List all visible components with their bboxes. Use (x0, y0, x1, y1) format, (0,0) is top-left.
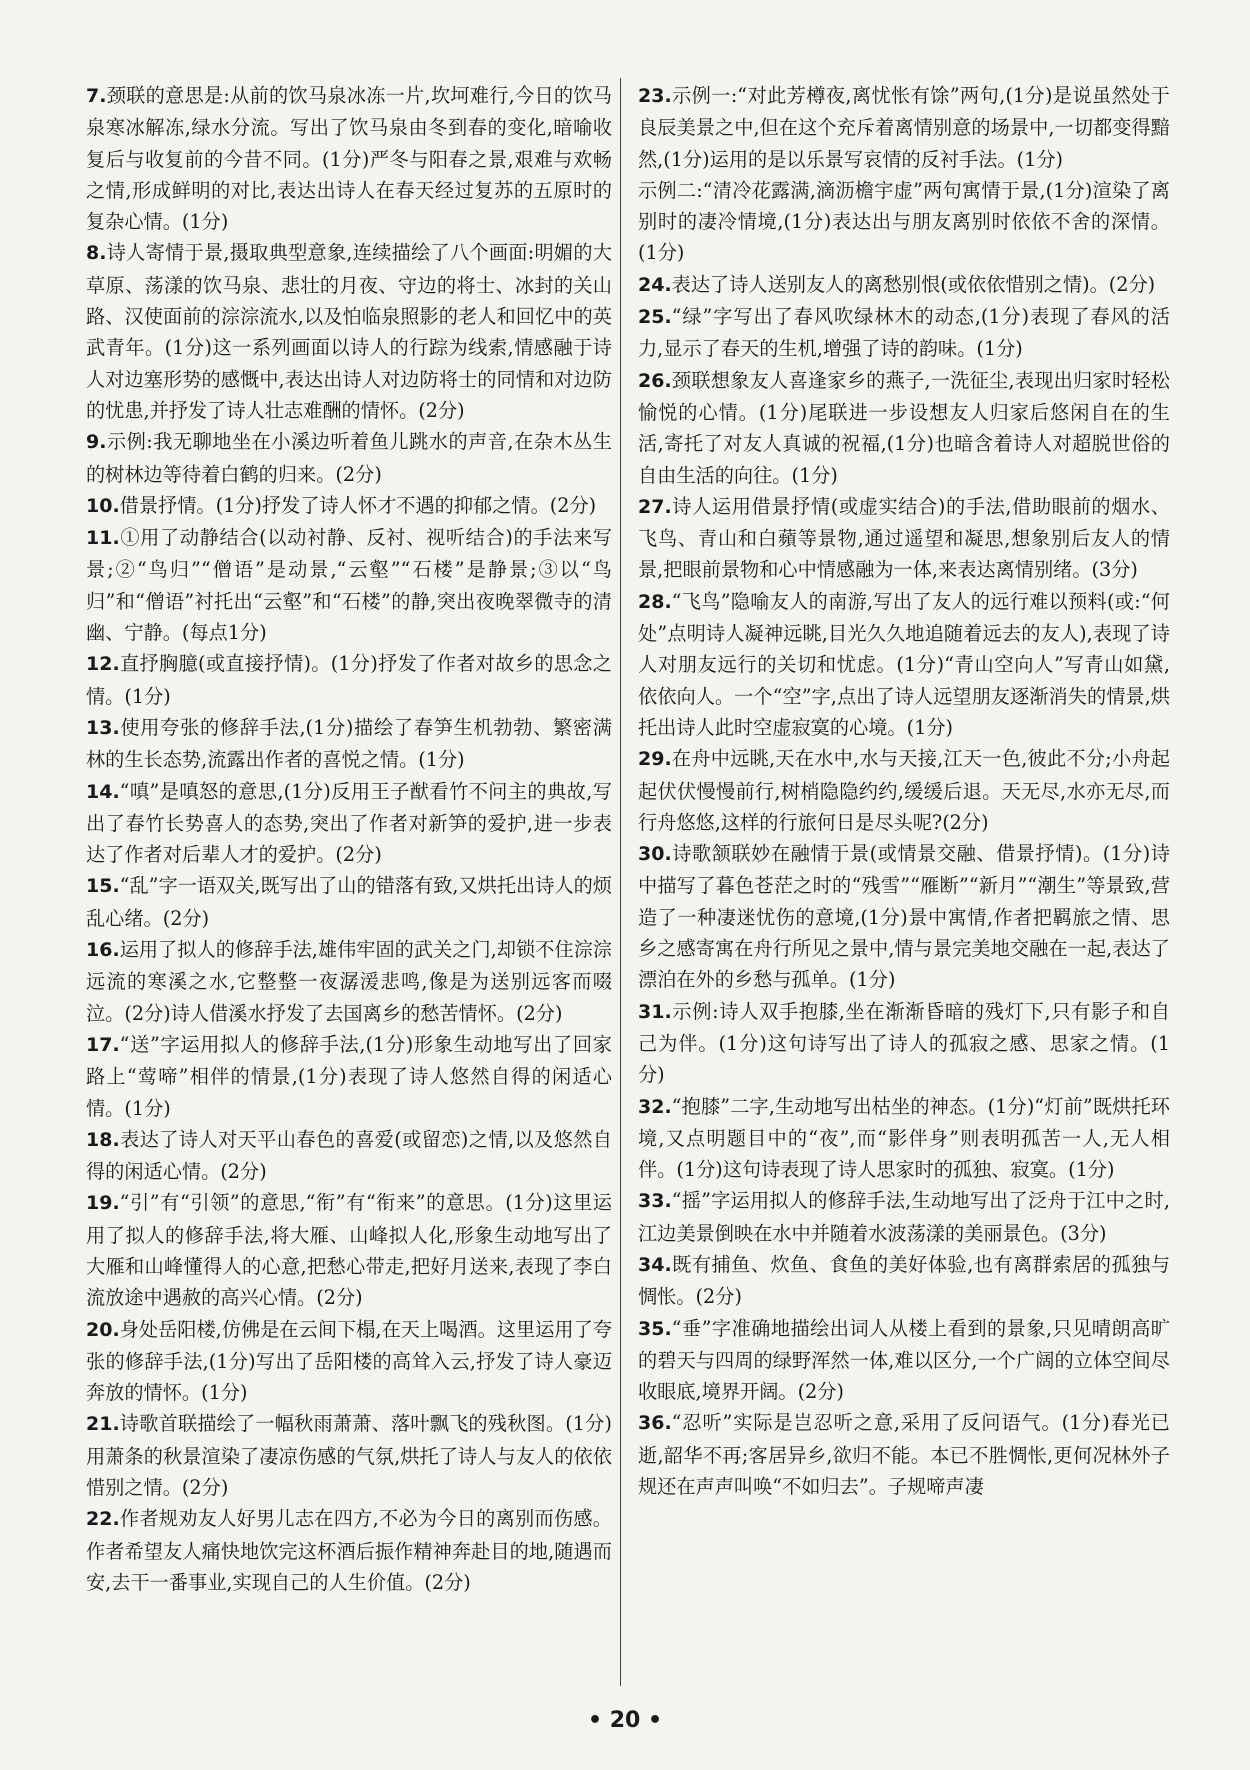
answer-text: “送”字运用拟人的修辞手法,(1分)形象生动地写出了回家路上“莺啼”相伴的情景,(1分)表现了诗人悠然自得的闲适心情。(1分) (86, 1032, 612, 1120)
question-number: 12. (86, 653, 120, 676)
question-number: 30. (638, 843, 672, 866)
answer-item (86, 1187, 612, 1313)
answer-item (86, 80, 612, 237)
answer-text: 诗人寄情于景,摄取典型意象,连续描绘了八个画面:明媚的大草原、荡漾的饮马泉、悲壮的月夜、守边的将士、冰封的关山路、汉使面前的淙淙流水,以及怕临泉照影的老人和回忆中的英武青年。(1分)这一系列画面以诗人的行踪为线索,情感融于诗人对边塞形势的感慨中,表达出诗人对边防将士的同情和对边防的忧患,并抒发了诗人壮志难酬的情怀。(2分) (86, 241, 612, 422)
answer-text: 颈联的意思是:从前的饮马泉冰冻一片,坎坷难行,今日的饮马泉寒冰解冻,绿水分流。写出了饮马泉由冬到春的变化,暗喻收复后与收复前的今昔不同。(1分)严冬与阳春之景,艰难与欢畅之情,形成鲜明的对比,表达出诗人在春天经过复苏的五原时的复杂心情。(1分) (86, 84, 612, 234)
question-number: 24. (638, 273, 672, 296)
answer-text: “垂”字准确地描绘出词人从楼上看到的景象,只见晴朗高旷的碧天与四周的绿野浑然一体,难以区分,一个广阔的立体空间尽收眼底,境界开阔。(2分) (638, 1316, 1170, 1404)
answer-item (86, 934, 612, 1029)
answer-item (86, 776, 612, 871)
question-number: 34. (638, 1253, 672, 1276)
answer-item (86, 870, 612, 934)
answer-item (86, 712, 612, 776)
answer-text: 颈联想象友人喜逢家乡的燕子,一洗征尘,表现出归家时轻松愉悦的心情。(1分)尾联进一步设想友人归家后悠闲自在的生活,寄托了对友人真诚的祝福,(1分)也暗含着诗人对超脱世俗的自由生活的向往。(1分) (638, 368, 1170, 487)
question-number: 14. (86, 780, 120, 803)
answer-text: “飞鸟”隐喻友人的南游,写出了友人的远行难以预料(或:“何处”点明诗人凝神远眺,目光久久地追随着远去的友人),表现了诗人对朋友远行的关切和忧虑。(1分)“青山空向人”写青山如黛,依依向人。一个“空”字,点出了诗人远望朋友逐渐消失的情景,烘托出诗人此时空虚寂寞的心境。(1分) (638, 589, 1170, 739)
answer-item (638, 1091, 1170, 1186)
question-number: 21. (86, 1413, 120, 1436)
question-number: 35. (638, 1317, 672, 1340)
question-number: 10. (86, 494, 120, 517)
column-divider (620, 78, 621, 1686)
question-number: 11. (86, 527, 120, 550)
answer-item (86, 490, 612, 522)
question-number: 9. (86, 431, 107, 454)
question-number: 23. (638, 85, 672, 107)
answer-text: 使用夸张的修辞手法,(1分)描绘了春笋生机勃勃、繁密满林的生长态势,流露出作者的喜悦之情。(1分) (86, 715, 612, 772)
answer-item (638, 1407, 1170, 1502)
answer-text: “嗔”是嗔怒的意思,(1分)反用王子猷看竹不问主的典故,写出了春竹长势喜人的态势,突出了作者对新笋的爱护,进一步表达了作者对后辈人才的爱护。(2分) (86, 779, 612, 867)
answer-item (638, 301, 1170, 365)
answer-item (86, 522, 612, 648)
left-column (86, 80, 612, 1598)
answer-text: 借景抒情。(1分)抒发了诗人怀才不遇的抑郁之情。(2分) (119, 493, 597, 517)
answer-item (638, 838, 1170, 995)
answer-text: ①用了动静结合(以动衬静、反衬、视听结合)的手法来写景;②“鸟归”“僧语”是动景,“云壑”“石楼”是静景;③以“鸟归”和“僧语”衬托出“云壑”和“石楼”的静,突出夜晚翠微寺的清幽、宁静。(每点1分) (86, 526, 612, 645)
answer-item (638, 365, 1170, 491)
answer-item (638, 1249, 1170, 1313)
answer-item (638, 269, 1170, 301)
answer-item (86, 648, 612, 712)
answer-item (86, 1314, 612, 1409)
answer-item (638, 1185, 1170, 1249)
answer-text: 示例:我无聊地坐在小溪边听着鱼儿跳水的声音,在杂木丛生的树林边等待着白鹤的归来。(2分) (86, 430, 612, 486)
question-number: 32. (638, 1095, 672, 1118)
question-number: 22. (86, 1508, 120, 1531)
question-number: 13. (86, 716, 120, 739)
answer-text: 直抒胸臆(或直接抒情)。(1分)抒发了作者对故乡的思念之情。(1分) (86, 652, 612, 708)
question-number: 28. (638, 590, 672, 613)
answer-item (638, 996, 1170, 1091)
answer-item (86, 1029, 612, 1124)
answer-text: “摇”字运用拟人的修辞手法,生动地写出了泛舟于江中之时,江边美景倒映在水中并随着水波荡漾的美丽景色。(3分) (638, 1189, 1170, 1245)
answer-item (86, 1408, 612, 1503)
question-number: 20. (86, 1318, 120, 1341)
answer-item (86, 1124, 612, 1188)
question-number: 15. (86, 875, 120, 898)
answer-item (638, 175, 1170, 269)
answer-text: “乱”字一语双关,既写出了山的错落有致,又烘托出诗人的烦乱心绪。(2分) (86, 874, 612, 930)
question-number: 33. (638, 1190, 672, 1213)
answer-text: “忍听”实际是岂忍听之意,采用了反问语气。(1分)春光已逝,韶华不再;客居异乡,欲归不能。本已不胜惆怅,更何况林外子规还在声声叫唤“不如归去”。子规啼声凄 (638, 1411, 1170, 1499)
answer-text: 表达了诗人送别友人的离愁别恨(或依依惜别之情)。(2分) (671, 272, 1156, 296)
answer-item (638, 491, 1170, 586)
answer-item (638, 80, 1170, 175)
answer-item (638, 743, 1170, 838)
answer-item (638, 586, 1170, 743)
answer-text: 既有捕鱼、炊鱼、食鱼的美好体验,也有离群索居的孤独与惆怅。(2分) (638, 1252, 1170, 1309)
answer-text: 身处岳阳楼,仿佛是在云间下榻,在天上喝酒。这里运用了夸张的修辞手法,(1分)写出了岳阳楼的高耸入云,抒发了诗人豪迈奔放的情怀。(1分) (86, 1317, 612, 1405)
question-number: 36. (638, 1412, 672, 1435)
answer-text: 诗歌首联描绘了一幅秋雨萧萧、落叶飘飞的残秋图。(1分)用萧条的秋景渲染了凄凉伤感的气氛,烘托了诗人与友人的依依惜别之情。(2分) (86, 1412, 612, 1500)
answer-text: 示例:诗人双手抱膝,坐在渐渐昏暗的残灯下,只有影子和自己为伴。(1分)这句诗写出了诗人的孤寂之感、思家之情。(1分) (638, 999, 1170, 1087)
answer-text: 表达了诗人对天平山春色的喜爱(或留恋)之情,以及悠然自得的闲适心情。(2分) (86, 1127, 612, 1184)
question-number: 18. (86, 1128, 120, 1151)
question-number: 16. (86, 939, 120, 962)
question-number: 7. (86, 85, 107, 107)
answer-text: 示例一:“对此芳樽夜,离忧怅有馀”两句,(1分)是说虽然处于良辰美景之中,但在这个充斥着离情别意的场景中,一切都变得黯然,(1分)运用的是以乐景写哀情的反衬手法。(1分) (638, 84, 1170, 171)
answer-item (86, 1503, 612, 1598)
question-number: 19. (86, 1192, 120, 1215)
page-number: • 20 • (587, 1708, 663, 1733)
question-number: 25. (638, 306, 672, 329)
answer-text: “绿”字写出了春风吹绿林木的动态,(1分)表现了春风的活力,显示了春天的生机,增强了诗的韵味。(1分) (638, 305, 1170, 361)
question-number: 26. (638, 369, 672, 392)
answer-text: 运用了拟人的修辞手法,雄伟牢固的武关之门,却锁不住淙淙远流的寒溪之水,它整整一夜潺湲悲鸣,像是为送别远客而啜泣。(2分)诗人借溪水抒发了去国离乡的愁苦情怀。(2分) (86, 938, 612, 1025)
answer-item (86, 237, 612, 426)
answer-text: “抱膝”二字,生动地写出枯坐的神态。(1分)“灯前”既烘托环境,又点明题目中的“夜”,而“影伴身”则表明孤苦一人,无人相伴。(1分)这句诗表现了诗人思家时的孤独、寂寞。(1分) (638, 1094, 1170, 1182)
answer-item (638, 1313, 1170, 1408)
answer-text: 诗歌颔联妙在融情于景(或情景交融、借景抒情)。(1分)诗中描写了暮色苍茫之时的“残雪”“雁断”“新月”“潮生”等景致,营造了一种凄迷忧伤的意境,(1分)景中寓情,作者把羁旅之情、思乡之感寄寓在舟行所见之景中,情与景完美地交融在一起,表达了漂泊在外的乡愁与孤单。(1分) (638, 842, 1170, 992)
answer-text: 在舟中远眺,天在水中,水与天接,江天一色,彼此不分;小舟起起伏伏慢慢前行,树梢隐隐约约,缓缓后退。天无尽,水亦无尽,而行舟悠悠,这样的行旅何日是尽头呢?(2分) (638, 747, 1170, 834)
answer-text: “引”有“引领”的意思,“衔”有“衔来”的意思。(1分)这里运用了拟人的修辞手法,将大雁、山峰拟人化,形象生动地写出了大雁和山峰懂得人的心意,把愁心带走,把好月送来,表现了李白流放途中遇赦的高兴心情。(2分) (86, 1191, 612, 1310)
answer-text: 诗人运用借景抒情(或虚实结合)的手法,借助眼前的烟水、飞鸟、青山和白蘋等景物,通过遥望和凝思,想象别后友人的情景,把眼前景物和心中情感融为一体,来表达离情别绪。(3分) (638, 494, 1170, 582)
answer-item (86, 426, 612, 490)
question-number: 17. (86, 1033, 120, 1056)
question-number: 31. (638, 1000, 672, 1023)
right-column (638, 80, 1170, 1502)
answer-text: 作者规劝友人好男儿志在四方,不必为今日的离别而伤感。作者希望友人痛快地饮完这杯酒后振作精神奔赴目的地,随遇而安,去干一番事业,实现自己的人生价值。(2分) (86, 1507, 612, 1594)
question-number: 8. (86, 242, 107, 265)
answer-text: 示例二:“清冷花露满,滴沥檐宇虚”两句寓情于景,(1分)渲染了离别时的凄冷情境,(1分)表达出与朋友离别时依依不舍的深情。(1分) (638, 178, 1170, 265)
question-number: 29. (638, 748, 672, 771)
question-number: 27. (638, 495, 672, 518)
